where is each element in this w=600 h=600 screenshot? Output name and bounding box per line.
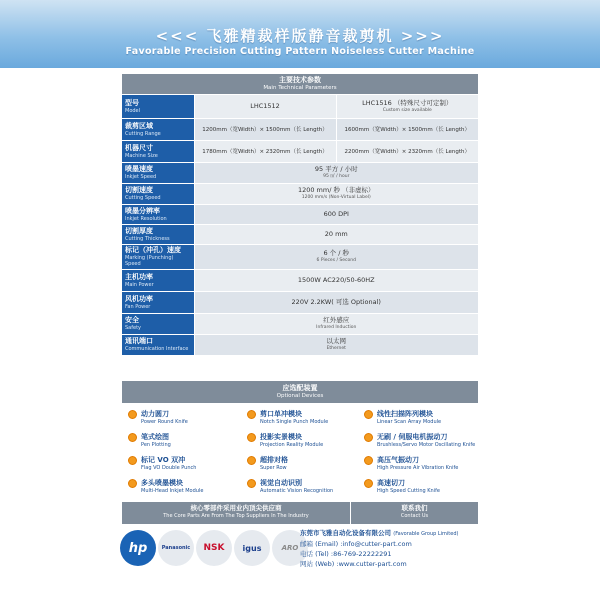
list-item [247, 455, 363, 477]
contact-heading: 联系我们 [401, 504, 428, 512]
row-label-en: Machine Size [125, 152, 158, 159]
row-value: 2200mm（宽Width）× 2320mm（长 Length） [336, 140, 478, 162]
row-value: 1500W AC220/50-60HZ [297, 275, 375, 284]
option-name: 视觉自动识别 [260, 479, 302, 487]
option-name-en: High Pressure Air Vibration Knife [377, 465, 459, 471]
row-label-en: Cutting Range [125, 130, 161, 137]
row-value: LHC1516 （特殊尺寸可定制） [362, 98, 453, 107]
row-label: 切割厚度 [125, 226, 153, 235]
row-label: 喷墨分辨率 [125, 206, 160, 215]
page-subtitle: Favorable Precision Cutting Pattern Noiseless Cutter Machine [125, 46, 475, 57]
list-item [364, 432, 480, 454]
list-item [364, 455, 480, 477]
spec-table [122, 74, 478, 356]
row-value-sub: Ethernet [326, 346, 346, 351]
suppliers-heading: 核心零部件采用业内顶尖供应商 [190, 504, 282, 512]
contact-heading-en: Contact Us [400, 513, 429, 519]
row-value: 1200mm（宽Width）× 1500mm（长 Length） [194, 118, 336, 140]
option-name-en: Linear Scan Array Module [377, 419, 442, 425]
bullet-icon [364, 456, 373, 465]
row-label-en: Fan Power [125, 303, 151, 310]
row-label: 标记（冲孔）速度 [125, 246, 181, 254]
list-item [128, 478, 244, 500]
table-row [122, 118, 478, 140]
bullet-icon [364, 410, 373, 419]
row-label: 主机功率 [125, 272, 153, 281]
table-row [122, 140, 478, 162]
row-value-sub: 95 ㎡ / hour [323, 174, 350, 179]
row-label-en: Inkjet Resolution [125, 215, 167, 222]
table-row [122, 269, 478, 291]
row-label-en: Inkjet Speed [125, 174, 157, 180]
table-row [122, 291, 478, 313]
option-name: 动力圆刀 [141, 410, 169, 418]
email-link[interactable]: 邮箱 (Email) :info@cutter-part.com [300, 540, 412, 548]
nsk-logo: NSK [196, 530, 232, 566]
row-label: 喷墨速度 [125, 165, 153, 173]
list-item [247, 432, 363, 454]
row-value: 600 DPI [323, 209, 349, 218]
row-value: 95 平方 / 小时 [314, 165, 358, 173]
row-value-sub: Custom size available [382, 107, 432, 113]
option-name: 剪口单冲模块 [260, 410, 302, 418]
phone-link[interactable]: 电话 (Tel) :86-769-22222291 [300, 550, 392, 558]
option-name-en: Notch Single Punch Module [260, 419, 329, 425]
option-name-en: Projection Reality Module [260, 442, 324, 448]
option-name: 投影实景模块 [260, 433, 302, 441]
row-value: 1780mm（宽Width）× 2320mm（长 Length） [194, 140, 336, 162]
list-item [128, 455, 244, 477]
option-name: 高压气振动刀 [377, 456, 419, 464]
row-label: 切割速度 [125, 186, 153, 194]
table-row [122, 204, 478, 224]
option-name-en: Pen Plotting [141, 442, 171, 448]
igus-logo: igus [234, 530, 270, 566]
row-label: 风机功率 [125, 294, 153, 303]
option-name: 无刷 / 伺服电机振动刀 [377, 433, 448, 441]
table-row [122, 94, 478, 118]
option-name-en: Power Round Knife [141, 419, 188, 425]
company-name: 东莞市飞雅自动化设备有限公司 [300, 529, 391, 537]
contact-block [300, 528, 480, 569]
table-row [122, 162, 478, 183]
option-name: 多头喷墨模块 [141, 479, 183, 487]
row-value: 1200 mm/ 秒 （非虚标） [297, 186, 375, 194]
list-item [364, 478, 480, 500]
row-label-en: Cutting Speed [125, 195, 161, 201]
table-row [122, 334, 478, 355]
list-item [247, 409, 363, 431]
company-name-en: (Favorable Group Limited) [393, 531, 459, 537]
row-value: LHC1512 [250, 101, 280, 110]
row-label: 通讯端口 [125, 337, 153, 345]
contact-header [350, 502, 478, 524]
bullet-icon [247, 433, 256, 442]
bullet-icon [128, 479, 137, 488]
option-name-en: High Speed Cutting Knife [377, 488, 440, 494]
row-label-en: Safety [125, 325, 141, 331]
row-label: 机器尺寸 [125, 143, 153, 152]
row-label-en: Cutting Thickness [125, 235, 170, 242]
row-label-en: Communication Interface [125, 346, 189, 352]
row-value: 20 mm [324, 229, 348, 238]
bullet-icon [247, 479, 256, 488]
list-item [364, 409, 480, 431]
panasonic-logo: Panasonic [158, 530, 194, 566]
option-name: 笔式绘图 [141, 433, 169, 441]
list-item [128, 432, 244, 454]
bullet-icon [364, 433, 373, 442]
optional-devices-header [122, 381, 478, 403]
bullet-icon [128, 456, 137, 465]
row-value-sub: 1200 mm/s (Non-Virtual Label) [301, 195, 371, 200]
suppliers-header [122, 502, 350, 524]
option-name-en: Automatic Vision Recognition [260, 488, 334, 494]
row-label-en: Marking (Punching) Speed [125, 255, 174, 267]
row-value: 红外感应 [323, 316, 350, 324]
list-item [247, 478, 363, 500]
hp-logo: hp [120, 530, 156, 566]
spec-table-header [122, 74, 478, 94]
header-banner [0, 0, 600, 68]
option-name: 超排对格 [260, 456, 288, 464]
table-row [122, 244, 478, 269]
row-label: 安全 [125, 316, 139, 324]
suppliers-heading-en: The Core Parts Are From The Top Suppliers In The Industry [163, 513, 309, 519]
table-row [122, 224, 478, 244]
bullet-icon [128, 433, 137, 442]
row-value: 以太网 [326, 337, 346, 345]
option-name: 高速切刀 [377, 479, 405, 487]
option-name-en: Flag VO Double Punch [141, 465, 197, 471]
bullet-icon [364, 479, 373, 488]
option-name-en: Brushless/Servo Motor Oscillating Knife [377, 442, 476, 448]
row-label: 型号 [125, 98, 139, 107]
optional-heading-en: Optional Devices [276, 393, 324, 399]
bullet-icon [128, 410, 137, 419]
row-value-sub: Infrared Induction [316, 325, 357, 330]
row-label: 裁剪区域 [125, 121, 153, 130]
website-link[interactable]: 网站 (Web) :www.cutter-part.com [300, 560, 407, 568]
option-name: 线性扫描阵列模块 [377, 410, 433, 418]
table-row [122, 313, 478, 334]
row-value: 220V 2.2KW( 可选 Optional) [291, 297, 381, 306]
row-value: 6 个 / 秒 [323, 249, 350, 257]
page-title: <<< 飞雅精裁样版静音裁剪机 >>> [155, 27, 445, 45]
spec-heading: 主要技术参数 [279, 75, 321, 84]
option-name: 标记 VO 双冲 [141, 456, 186, 464]
spec-heading-en: Main Technical Parameters [263, 84, 337, 91]
optional-heading: 应选配装置 [282, 384, 318, 392]
row-value-sub: 6 Pieces / Second [316, 258, 356, 263]
option-name-en: Super Row [260, 465, 287, 471]
bullet-icon [247, 456, 256, 465]
row-value: 1600mm（宽Width）× 1500mm（长 Length） [336, 118, 478, 140]
aro-logo: ARO [272, 530, 308, 566]
row-label-en: Main Power [125, 281, 154, 288]
bullet-icon [247, 410, 256, 419]
row-label-en: Model [125, 107, 141, 114]
list-item [128, 409, 244, 431]
company-name-line [300, 528, 480, 539]
table-row [122, 183, 478, 204]
option-name-en: Multi-Head Inkjet Module [141, 488, 204, 494]
